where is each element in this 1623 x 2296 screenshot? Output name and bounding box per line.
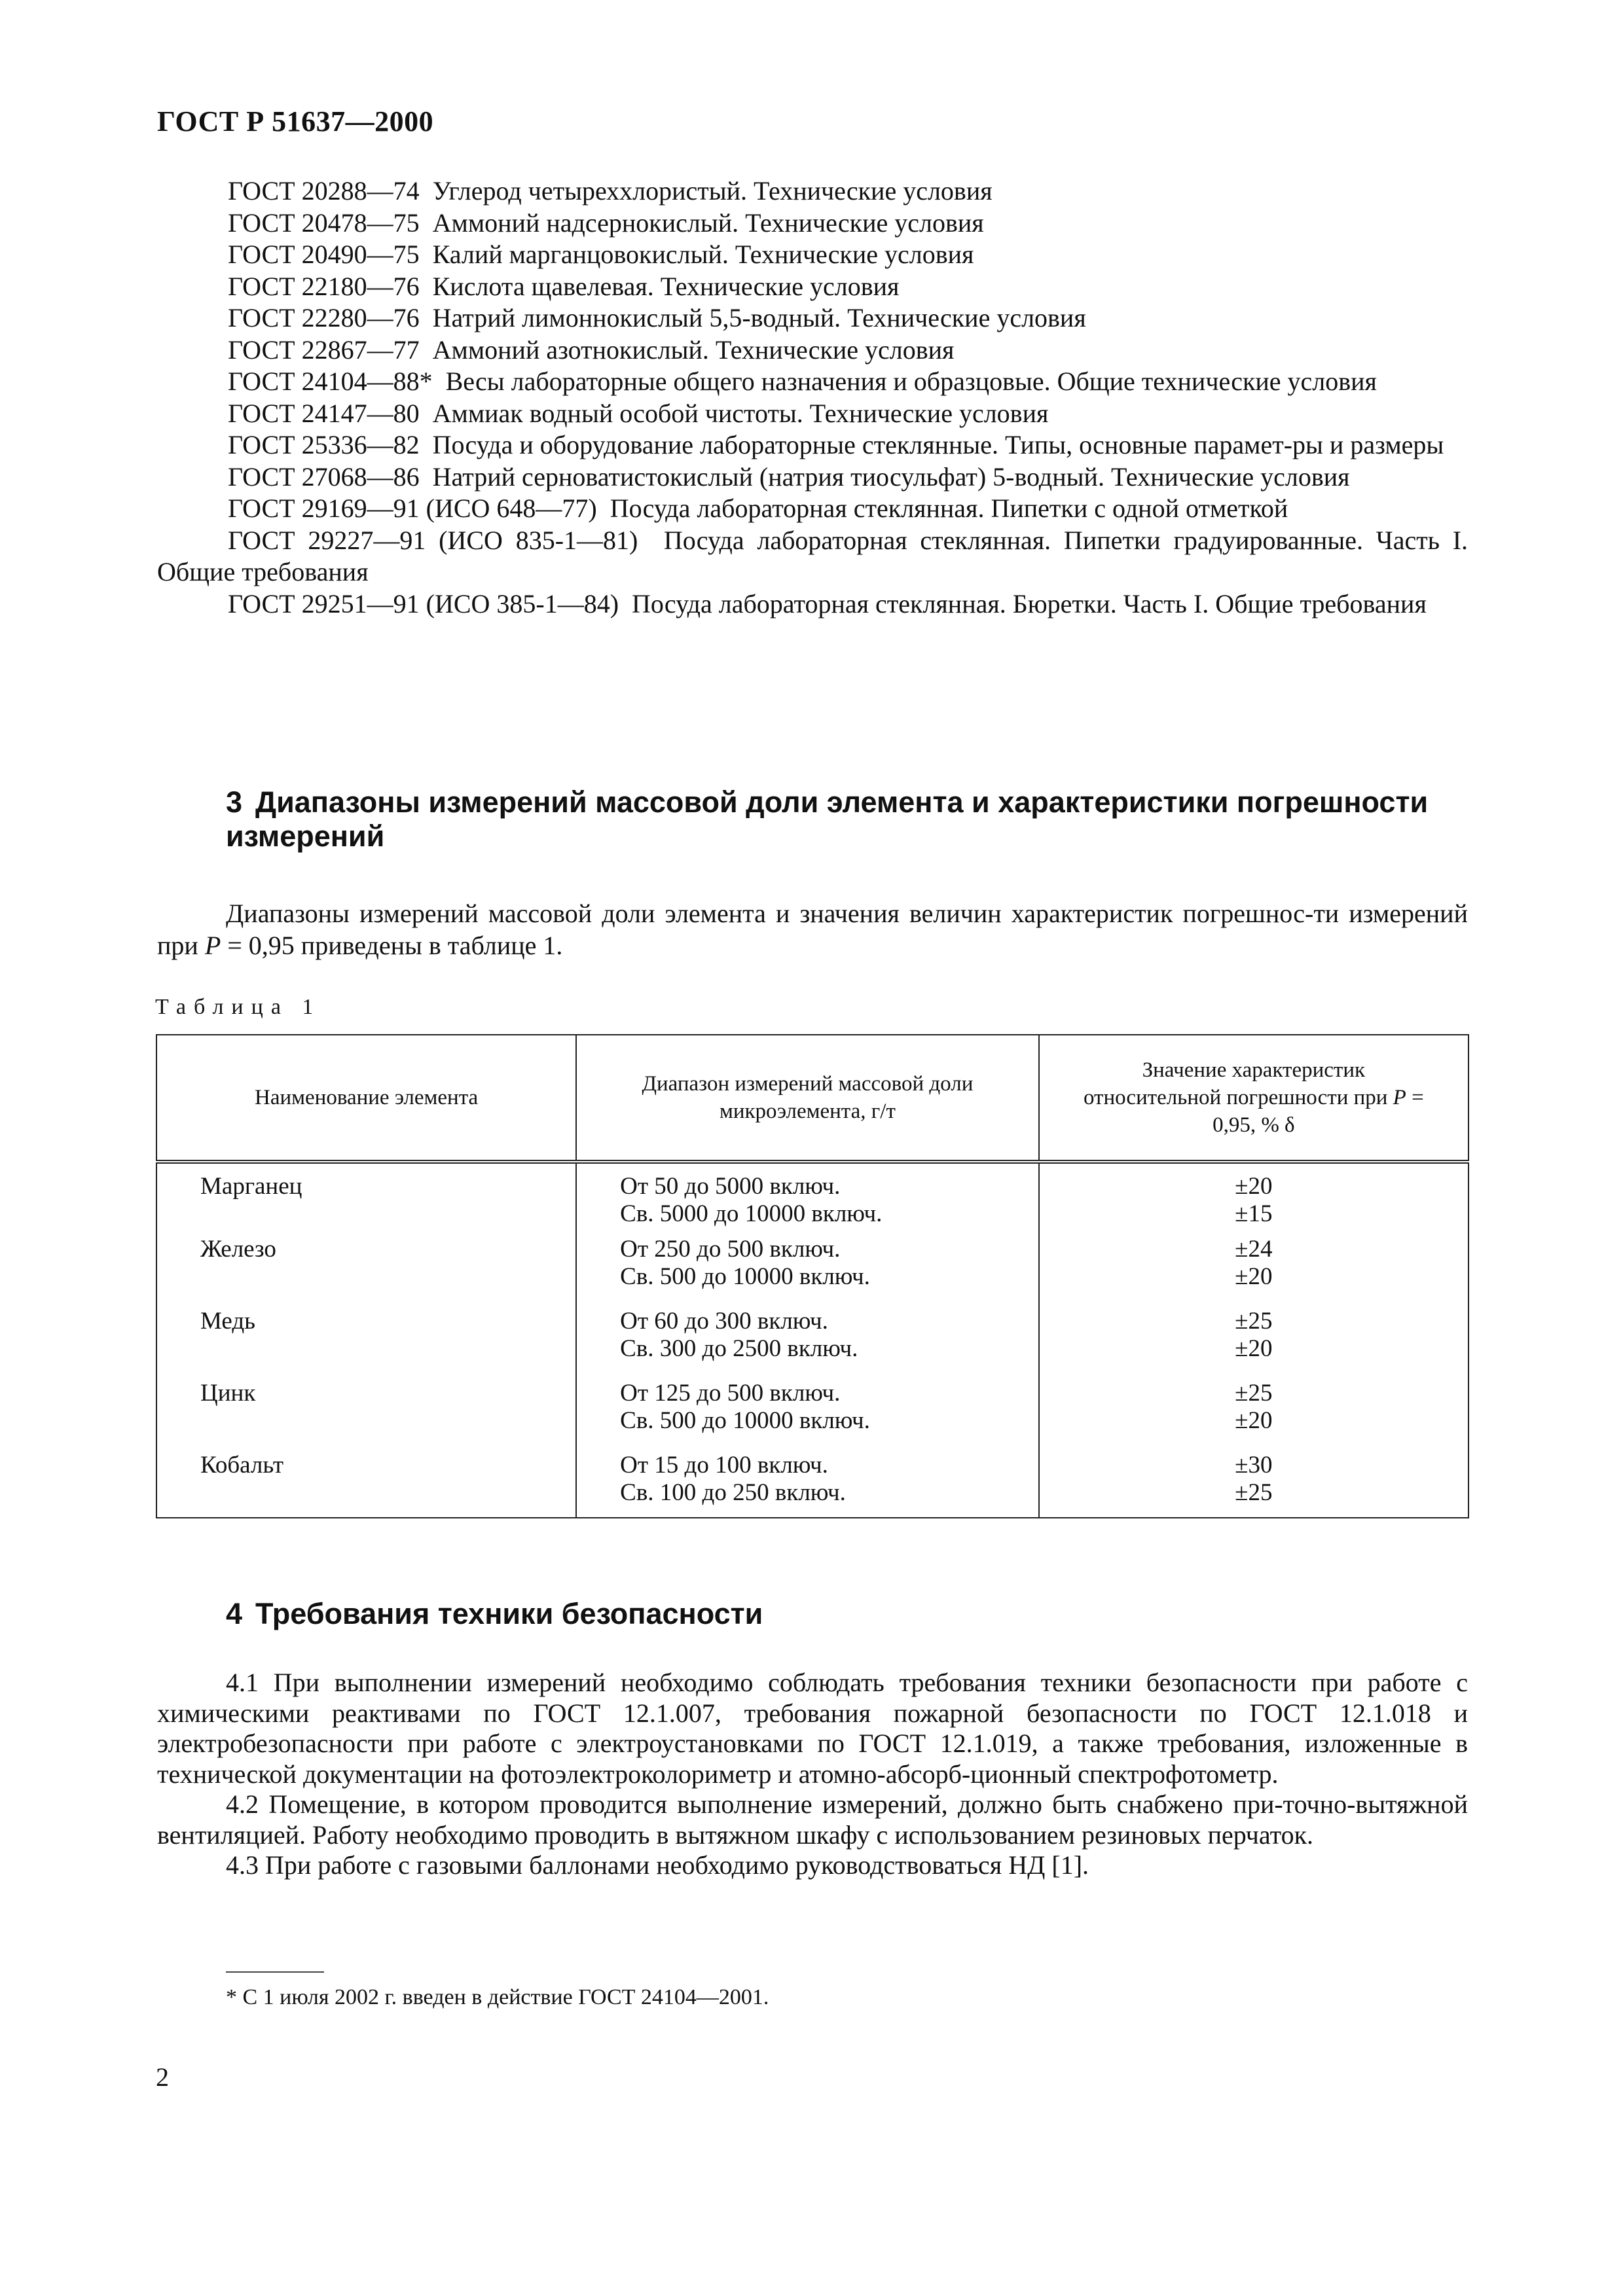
cell-error — [1039, 1380, 1468, 1452]
section-4-heading — [226, 1597, 1470, 1631]
reference-text: Аммиак водный особой чистоты. Технические условия — [432, 398, 1049, 428]
cell-range — [576, 1162, 1039, 1236]
safety-paragraph: 4.1 При выполнении измерений необходимо соблюдать требования техники безопасности при работе с химическими реактивами по ГОСТ 12.1.007, требования пожарной безопасности по ГОСТ 12.1.018 и электробезопасности при работе с электроустановками по ГОСТ 12.1.019, а также требования, изложенные в технической документации на фотоэлектроколориметр и атомно-абсорб-ционный спектрофотометр. — [157, 1668, 1468, 1789]
table-row — [156, 1236, 1468, 1308]
range-line: От 250 до 500 включ. — [620, 1236, 841, 1263]
header-error-post: = 0,95, % δ — [1213, 1086, 1424, 1137]
error-value: ±20 — [1235, 1263, 1273, 1290]
range-line: От 125 до 500 включ. — [620, 1380, 841, 1407]
cell-element: Медь — [156, 1308, 576, 1380]
cell-range — [576, 1452, 1039, 1518]
reference-text: Натрий лимоннокислый 5,5-водный. Технические условия — [432, 303, 1086, 332]
range-line: Св. 5000 до 10000 включ. — [620, 1200, 883, 1227]
header-error — [1039, 1035, 1468, 1162]
reference-code: ГОСТ 22280—76 — [228, 303, 420, 332]
section-title: Диапазоны измерений массовой доли элемента и характеристики погрешности измерений — [226, 785, 1429, 853]
reference-item — [157, 429, 1468, 461]
header-error-text — [1040, 1056, 1468, 1139]
error-value: ±25 — [1235, 1380, 1273, 1407]
error-value: ±20 — [1235, 1335, 1273, 1362]
reference-item — [157, 588, 1468, 620]
document-header: ГОСТ Р 51637—2000 — [157, 105, 434, 137]
reference-text: Весы лабораторные общего назначения и образцовые. Общие технические условия — [445, 367, 1377, 396]
measurement-ranges-table — [156, 1034, 1469, 1518]
reference-item — [157, 175, 1468, 207]
range-line: Св. 500 до 10000 включ. — [620, 1263, 870, 1290]
range-line: От 50 до 5000 включ. — [620, 1173, 841, 1200]
error-value: ±20 — [1235, 1407, 1273, 1434]
header-range-text: Диапазон измерений массовой доли микроэлемента, г/т — [642, 1072, 974, 1123]
section-title: Требования техники безопасности — [255, 1597, 763, 1630]
footnote-divider — [226, 1971, 324, 1973]
range-line: От 60 до 300 включ. — [620, 1308, 828, 1335]
cell-error — [1039, 1236, 1468, 1308]
error-value: ±30 — [1235, 1452, 1273, 1479]
variable-p: P — [204, 930, 221, 960]
cell-error — [1039, 1308, 1468, 1380]
range-line: Св. 300 до 2500 включ. — [620, 1335, 858, 1362]
cell-range — [576, 1380, 1039, 1452]
normative-references — [157, 175, 1468, 620]
reference-text: Натрий серноватистокислый (натрия тиосульфат) 5-водный. Технические условия — [432, 461, 1350, 492]
reference-code: ГОСТ 22180—76 — [228, 271, 420, 301]
safety-paragraph: 4.3 При работе с газовыми баллонами необходимо руководствоваться НД [1]. — [226, 1850, 1089, 1880]
section-number: 3 — [226, 785, 243, 819]
cell-range — [576, 1308, 1039, 1380]
reference-item — [157, 207, 1468, 240]
table-header-row — [156, 1035, 1468, 1162]
section-number: 4 — [226, 1597, 243, 1630]
error-value: ±25 — [1235, 1308, 1273, 1335]
table-row — [156, 1380, 1468, 1452]
header-error-pre: Значение характеристик относительной погрешности при — [1083, 1058, 1388, 1109]
reference-item — [157, 334, 1468, 367]
table-row — [156, 1452, 1468, 1518]
cell-range — [576, 1236, 1039, 1308]
reference-item — [157, 493, 1468, 525]
error-value: ±15 — [1235, 1200, 1273, 1227]
reference-text: Калий марганцовокислый. Технические условия — [432, 240, 974, 269]
footnote: * С 1 июля 2002 г. введен в действие ГОСТ 24104—2001. — [226, 1985, 769, 2009]
reference-code: ГОСТ 24104—88* — [228, 367, 433, 396]
paragraph-text: = 0,95 приведены в таблице 1. — [227, 930, 563, 960]
reference-code: ГОСТ 20490—75 — [228, 240, 420, 269]
reference-code: ГОСТ 25336—82 — [228, 430, 420, 459]
reference-code: ГОСТ 24147—80 — [228, 398, 420, 428]
section-4-body — [157, 1668, 1468, 1881]
table-row — [156, 1162, 1468, 1236]
reference-text: Посуда и оборудование лабораторные стеклянные. Типы, основные парамет-ры и размеры — [432, 430, 1444, 459]
error-value: ±25 — [1235, 1479, 1273, 1506]
reference-text: Посуда лабораторная стеклянная. Бюретки. Часть I. Общие требования — [632, 588, 1427, 619]
table-row — [156, 1308, 1468, 1380]
range-line: Св. 500 до 10000 включ. — [620, 1407, 870, 1434]
variable-p: P — [1393, 1086, 1406, 1109]
reference-text: Аммоний надсернокислый. Технические условия — [432, 207, 984, 238]
reference-code: ГОСТ 29169—91 (ИСО 648—77) — [228, 493, 597, 523]
reference-text: Кислота щавелевая. Технические условия — [432, 271, 900, 301]
reference-text: Посуда лабораторная стеклянная. Пипетки с одной отметкой — [610, 493, 1288, 523]
cell-element: Марганец — [156, 1162, 576, 1236]
cell-element: Кобальт — [156, 1452, 576, 1518]
reference-item — [157, 239, 1468, 271]
header-range — [576, 1035, 1039, 1162]
reference-code: ГОСТ 20478—75 — [228, 207, 420, 238]
cell-error — [1039, 1162, 1468, 1236]
reference-code: ГОСТ 29251—91 (ИСО 385-1—84) — [228, 588, 619, 619]
range-line: От 15 до 100 включ. — [620, 1452, 828, 1479]
reference-item — [157, 366, 1468, 398]
section-3-paragraph — [157, 898, 1468, 961]
error-value: ±24 — [1235, 1236, 1273, 1263]
reference-item — [157, 461, 1468, 493]
paragraph-text: Диапазоны измерений массовой доли элемента и значения величин характеристик погрешнос-ти измерений при — [157, 899, 1468, 960]
range-line: Св. 100 до 250 включ. — [620, 1479, 846, 1506]
reference-item — [157, 525, 1468, 588]
reference-item — [157, 398, 1468, 430]
reference-code: ГОСТ 27068—86 — [228, 461, 420, 492]
cell-error — [1039, 1452, 1468, 1518]
reference-item — [157, 302, 1468, 334]
reference-code: ГОСТ 22867—77 — [228, 334, 420, 365]
reference-code: ГОСТ 29227—91 (ИСО 835-1—81) — [228, 525, 638, 555]
safety-paragraph: 4.2 Помещение, в котором проводится выполнение измерений, должно быть снабжено при-точно-вытяжной вентиляцией. Работу необходимо проводить в вытяжном шкафу с использованием резиновых перчаток. — [157, 1789, 1468, 1850]
reference-text: Углерод четыреххлористый. Технические условия — [432, 176, 993, 206]
cell-element: Железо — [156, 1236, 576, 1308]
reference-text: Аммоний азотнокислый. Технические условия — [432, 334, 955, 365]
reference-code: ГОСТ 20288—74 — [228, 176, 420, 206]
header-element: Наименование элемента — [156, 1035, 576, 1162]
section-3-heading — [226, 785, 1470, 853]
reference-item — [157, 271, 1468, 303]
page-number: 2 — [156, 2062, 169, 2092]
error-value: ±20 — [1235, 1173, 1273, 1200]
reference-text: Посуда лабораторная стеклянная. Пипетки градуированные. Часть I. Общие требования — [157, 525, 1468, 586]
table-caption: Таблица 1 — [155, 995, 321, 1019]
cell-element: Цинк — [156, 1380, 576, 1452]
